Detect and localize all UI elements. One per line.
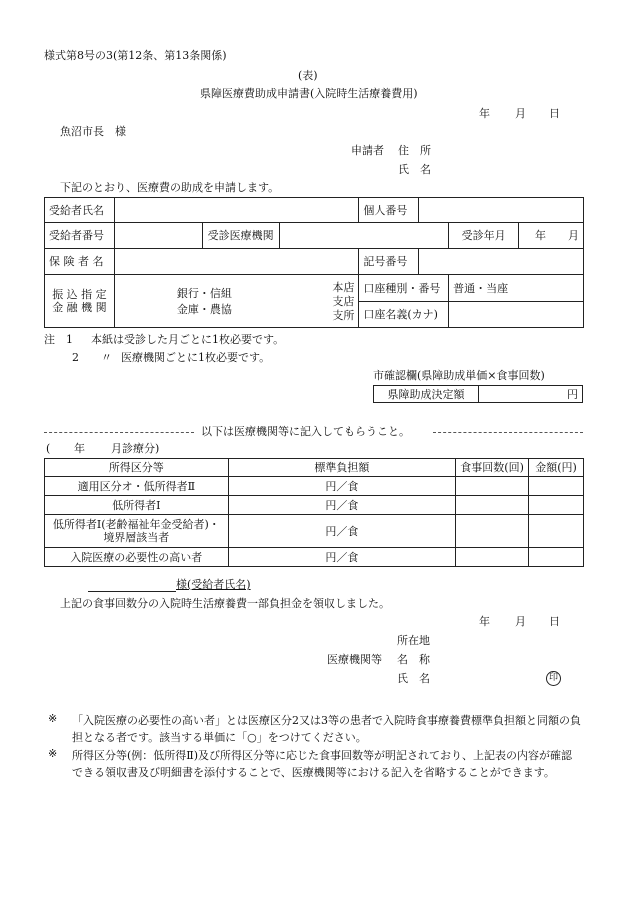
bank-type-2: 金庫・農協 [176,303,232,316]
symbol-number-label: 記号番号 [359,249,419,275]
income-category: 低所得者Ⅰ [45,496,229,515]
footnote-1-mark: ※ [48,712,58,725]
addressee: 魚沼市長 様 [60,125,126,138]
divider-right [433,432,583,433]
divider-text: 以下は医療機関等に記入してもらうこと。 [201,425,410,438]
applicant-address-label: 住 所 [398,144,431,157]
account-type-value[interactable]: 普通・当座 [449,275,584,302]
income-table [44,458,584,567]
recipient-number-field[interactable] [114,223,202,249]
amount-field[interactable] [529,548,584,567]
note-1: 本紙は受診した月ごとに1枚必要です。 [91,333,285,346]
institution-label: 医療機関等 [327,653,382,666]
income-header-meals: 食事回数(回) [456,459,529,477]
form-side: (表) [298,69,318,82]
visit-month-field[interactable] [519,223,584,249]
page-title: 県障医療費助成申請書(入院時生活療養費用) [200,87,418,100]
meal-count-field[interactable] [456,515,529,548]
city-check-label: 市確認欄(県障助成単価×食事回数) [373,369,545,382]
seal-icon: 印 [546,671,561,686]
receipt-recipient-label: 様(受給者氏名) [176,578,251,591]
income-header-category: 所得区分等 [45,459,229,477]
note-2: 医療機関ごとに1枚必要です。 [121,351,271,364]
income-category: 低所得者Ⅰ(老齢福祉年金受給者)・境界層該当者 [45,515,229,548]
income-header-amount: 金額(円) [529,459,584,477]
recipient-number-label: 受給者番号 [45,223,115,249]
insurer-field[interactable] [114,249,358,275]
recipient-name-label: 受給者氏名 [45,198,115,223]
institution-location-label: 所在地 [397,634,430,647]
receipt-statement: 上記の食事回数分の入院時生活療養費一部負担金を領収しました。 [60,597,390,610]
branch-office: 支所 [332,309,355,322]
application-statement: 下記のとおり、医療費の助成を申請します。 [60,181,280,194]
footnote-2-mark: ※ [48,747,58,760]
standard-amount[interactable]: 円／食 [228,496,456,515]
date-month-label: 月 [515,107,526,120]
table-row [45,477,584,496]
account-type-label: 口座種別・番号 [359,275,449,302]
city-check-table [373,385,583,403]
medical-institution-label: 受診医療機関 [202,223,279,249]
bank-label-line1: 振 込 指 定 [52,288,107,301]
recipient-name-line[interactable] [88,591,176,592]
divider-left [44,432,194,433]
table-row [45,515,584,548]
institution-person-label: 氏 名 [397,672,430,685]
applicant-name-label: 氏 名 [398,163,431,176]
visit-month-label: 受診年月 [449,223,519,249]
visit-month-unit: 月 [568,229,579,242]
income-category: 入院医療の必要性の高い者 [45,548,229,567]
standard-amount[interactable]: 円／食 [228,548,456,567]
standard-amount[interactable]: 円／食 [228,515,456,548]
receipt-month: 月 [515,615,526,628]
table-row [45,496,584,515]
symbol-number-field[interactable] [419,249,584,275]
amount-field[interactable] [529,515,584,548]
meal-count-field[interactable] [456,548,529,567]
standard-amount[interactable]: 円／食 [228,477,456,496]
footnote-2: 所得区分等(例：低所得Ⅱ)及び所得区分等に応じた食事回数等が明記されており、上記表の内容が確認できる領収書及び明細書を添付することで、医療機関等における記入を省略することができます。 [72,749,573,779]
receipt-day: 日 [549,615,560,628]
income-header-standard: 標準負担額 [228,459,456,477]
date-day-label: 日 [549,107,560,120]
date-year-label: 年 [479,107,490,120]
decision-amount-label: 県障助成決定額 [374,386,479,403]
branch-main: 本店 [332,281,355,294]
bank-label [45,275,115,328]
meal-count-field[interactable] [456,477,529,496]
recipient-name-field[interactable] [114,198,358,223]
application-table [44,197,584,328]
branch-sub: 支店 [332,295,355,308]
income-category: 適用区分オ・低所得者Ⅱ [45,477,229,496]
note-2-prefix: 2 〃 [72,351,112,364]
amount-field[interactable] [529,496,584,515]
table-row [45,548,584,567]
bank-type-1: 銀行・信組 [176,287,232,300]
personal-number-label: 個人番号 [359,198,419,223]
bank-label-line2: 金 融 機 関 [52,301,107,314]
insurer-label: 保 険 者 名 [45,249,115,275]
medical-institution-field[interactable] [279,223,449,249]
amount-field[interactable] [529,477,584,496]
institution-name-label: 名 称 [397,653,430,666]
form-number: 様式第8号の3(第12条、第13条関係) [44,49,227,62]
account-name-label: 口座名義(カナ) [359,302,449,328]
bank-field[interactable] [114,275,358,328]
footnote-1: 「入院医療の必要性の高い者」とは医療区分2又は3等の患者で入院時食事療養費標準負担額と同額の負担となる者です。該当する単価に「○」をつけてください。 [72,714,581,744]
applicant-label: 申請者 [351,144,384,157]
visit-year-unit: 年 [535,229,546,242]
meal-count-field[interactable] [456,496,529,515]
account-name-field[interactable] [449,302,584,328]
personal-number-field[interactable] [419,198,584,223]
note-1-prefix: 注 1 [44,333,73,346]
receipt-year: 年 [479,615,490,628]
period-year: 年 [74,442,85,455]
decision-amount-field[interactable]: 円 [479,386,583,403]
period-month: 月診療分) [111,442,160,455]
period-open: ( [46,442,51,455]
